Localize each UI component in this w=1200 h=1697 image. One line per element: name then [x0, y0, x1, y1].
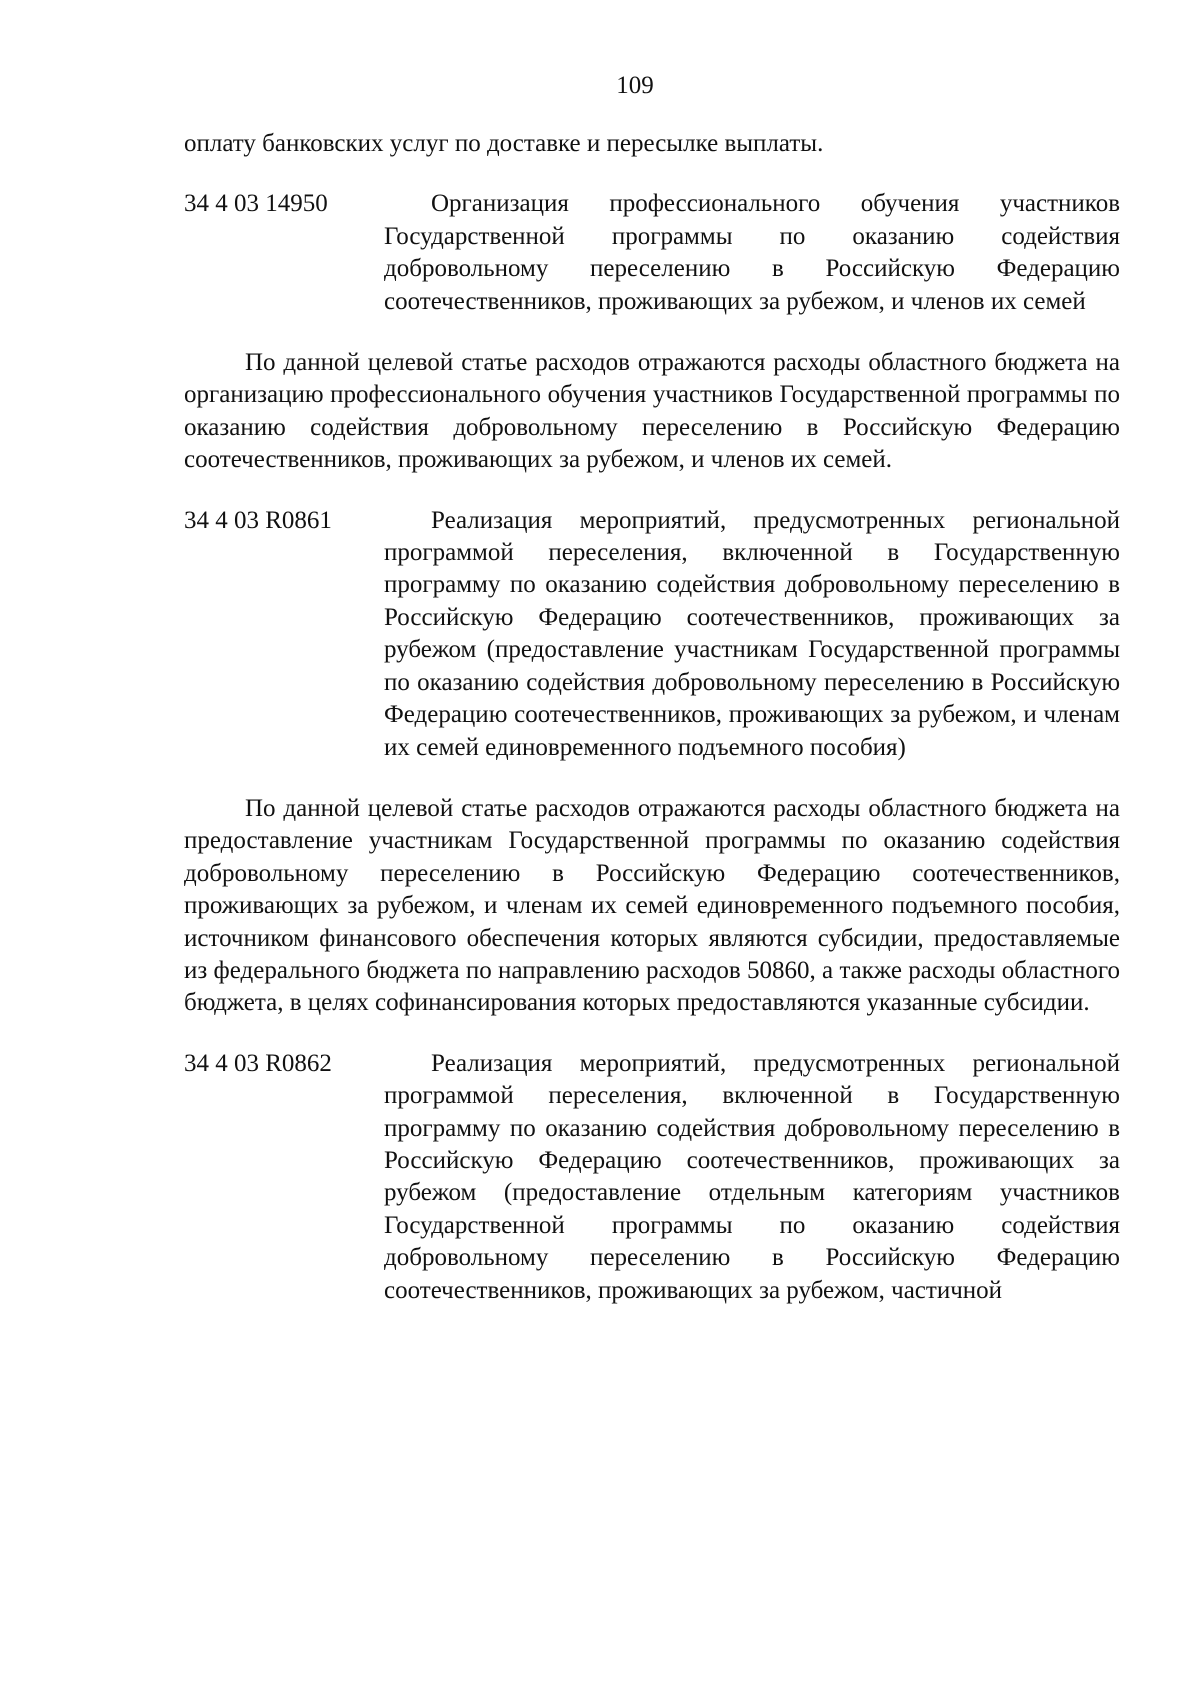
page-number: 109 — [616, 72, 654, 99]
entry-title: Организация профессионального обучения участников Государственной программы по оказанию содействия добровольному переселению в Российскую Федерацию соотечественников, проживающих за рубежом, и членов их семей — [384, 190, 1120, 315]
entry-code: 34 4 03 14950 — [184, 190, 328, 218]
entry-description: По данной целевой статье расходов отражаются расходы областного бюджета на предоставление участникам Государственной программы по оказанию содействия добровольному переселению в Российскую Федерацию соотечественников, проживающих за рубежом, и членам их семей единовременного подъемного пособия, источником финансового обеспечения которых являются субсидии, предоставляемые из федерального бюджета по направлению расходов 50860, а также расходы областного бюджета, в целях софинансирования которых предоставляются указанные субсидии. — [184, 794, 1120, 1017]
budget-entry — [184, 505, 1120, 764]
budget-entry — [184, 188, 1120, 318]
continuation-text: оплату банковских услуг по доставке и пересылке выплаты. — [184, 130, 824, 157]
entry-description: По данной целевой статье расходов отражаются расходы областного бюджета на организацию профессионального обучения участников Государственной программы по оказанию содействия добровольному переселению в Российскую Федерацию соотечественников, проживающих за рубежом, и членов их семей. — [184, 349, 1120, 474]
document-body — [184, 128, 1120, 1307]
budget-entry — [184, 1048, 1120, 1307]
entry-code: 34 4 03 R0861 — [184, 506, 332, 534]
entry-code: 34 4 03 R0862 — [184, 1049, 332, 1077]
entry-title: Реализация мероприятий, предусмотренных региональной программой переселения, включенной в Государственную программу по оказанию содействия добровольному переселению в Российскую Федерацию соотечественников, проживающих за рубежом (предоставление участникам Государственной программы по оказанию содействия добровольному переселению в Российскую Федерацию соотечественников, проживающих за рубежом, и членам их семей единовременного подъемного пособия) — [384, 506, 1120, 761]
entry-title: Реализация мероприятий, предусмотренных региональной программой переселения, включенной в Государственную программу по оказанию содействия добровольному переселению в Российскую Федерацию соотечественников, проживающих за рубежом (предоставление отдельным категориям участников Государственной программы по оказанию содействия добровольному переселению в Российскую Федерацию соотечественников, проживающих за рубежом, частичной — [384, 1049, 1120, 1304]
